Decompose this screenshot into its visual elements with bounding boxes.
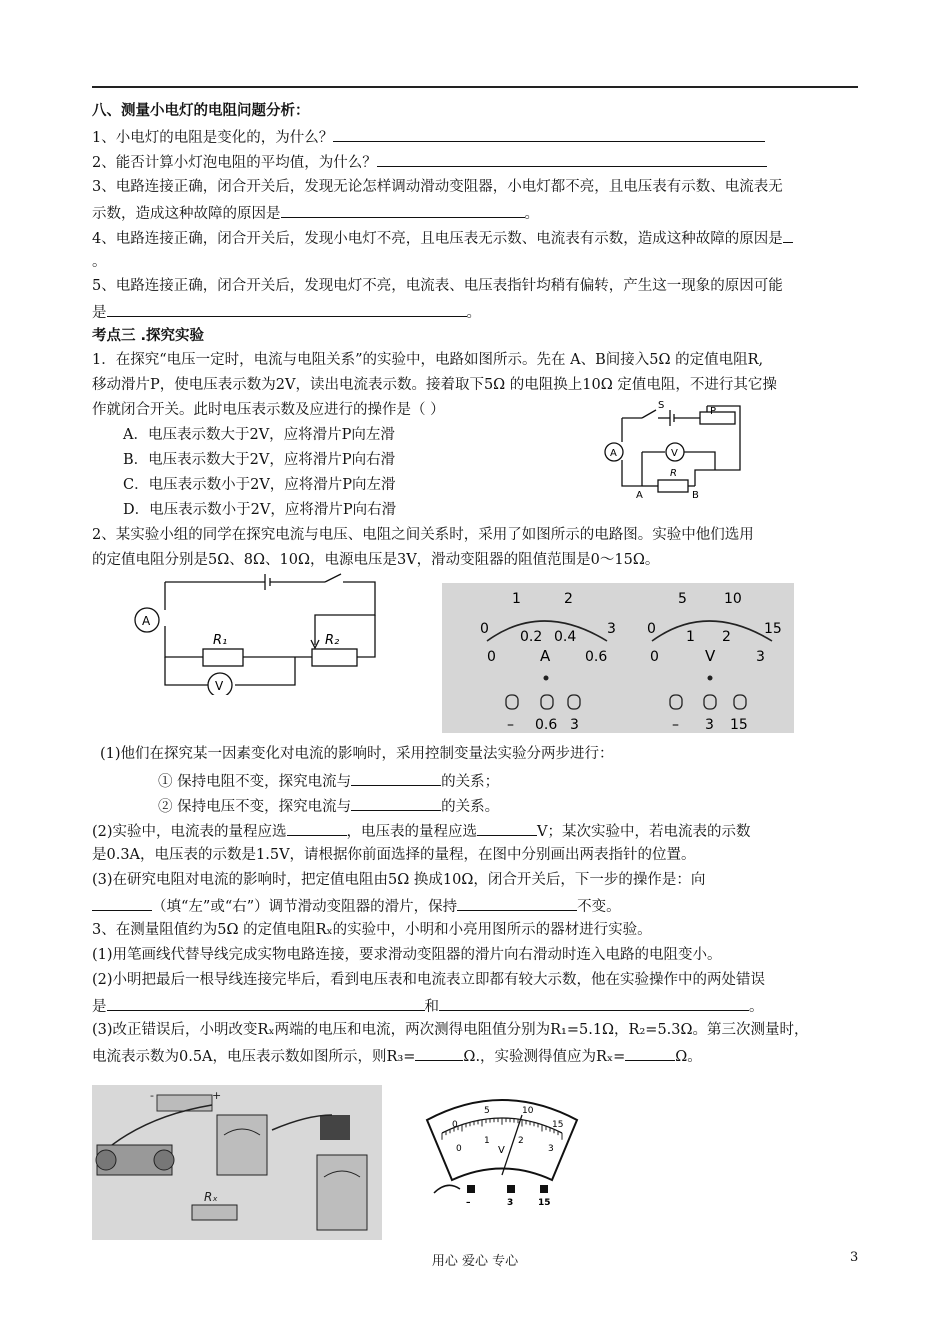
terminal-label: –	[672, 717, 679, 733]
scale-label: 2	[518, 1136, 524, 1146]
question-4-line2: 。	[92, 254, 107, 270]
resistor-label: R	[670, 468, 677, 479]
scale-label: 0.6	[585, 649, 608, 665]
task-2-line2: 是 和 。	[92, 995, 764, 1017]
scale-label: 10	[522, 1106, 534, 1116]
meter-faces	[442, 583, 794, 733]
answer-blank[interactable]	[351, 770, 441, 786]
scale-label: 15	[552, 1120, 564, 1130]
label-S: S	[658, 400, 665, 411]
answer-blank[interactable]	[333, 126, 765, 142]
terminal-label: 15	[730, 717, 748, 733]
voltmeter-unit: V	[705, 647, 716, 665]
footer-text: 用心 爱心 专心	[431, 1254, 519, 1269]
sub-question-2-line1: (2)实验中，电流表的量程应选 ，电压表的量程应选 V；某次实验中，若电流表的示数	[92, 820, 751, 842]
scale-label: 3	[548, 1144, 554, 1154]
terminal-label: 3	[507, 1198, 514, 1208]
task-3-line2: 电流表示数为0.5A，电压表示数如图所示，则R₃= Ω.，实验测得值应为Rₓ= Ω。	[92, 1045, 702, 1067]
terminal-label: 0.6	[535, 717, 558, 733]
answer-blank[interactable]	[415, 1045, 463, 1061]
svg-text:-: -	[150, 1089, 154, 1102]
sub-question-1: (1)他们在探究某一因素变化对电流的影响时，采用控制变量法实验分两步进行：	[100, 746, 614, 762]
problem-2-line1: 2、某实验小组的同学在探究电流与电压、电阻之间关系时，采用了如图所示的电路图。实验中他们选用	[92, 527, 754, 543]
scale-label: 3	[607, 621, 616, 637]
option-b[interactable]: B．电压表示数大于2V，应将滑片P向右滑	[123, 452, 396, 468]
answer-blank[interactable]	[477, 820, 537, 836]
answer-blank[interactable]	[457, 895, 577, 911]
answer-blank[interactable]	[783, 227, 793, 243]
question-5-line2: 是 。	[92, 301, 481, 323]
answer-blank[interactable]	[92, 895, 152, 911]
circuit-diagram-1	[600, 400, 745, 500]
scale-label: 2	[564, 591, 573, 607]
section-3-title: 考点三 .探究实验	[92, 328, 205, 344]
scale-label: 1	[686, 629, 695, 645]
problem-1-line1: 1．在探究“电压一定时，电流与电阻关系”的实验中，电路如图所示。先在 A、B间接入5Ω 的定值电阻R,	[92, 352, 764, 368]
terminal-label: 3	[570, 717, 579, 733]
scale-label: 5	[678, 591, 687, 607]
terminal-label: –	[507, 717, 514, 733]
answer-blank[interactable]	[439, 995, 749, 1011]
answer-blank[interactable]	[377, 151, 767, 167]
scale-label: 0	[647, 621, 656, 637]
problem-1-line3: 作就闭合开关。此时电压表示数及应进行的操作是（ ）	[92, 402, 445, 418]
option-c[interactable]: C．电压表示数小于2V，应将滑片P向左滑	[123, 477, 396, 493]
question-3-line2: 示数，造成这种故障的原因是 。	[92, 202, 539, 224]
ammeter-label: A	[610, 448, 617, 459]
scale-label: 0	[456, 1144, 462, 1154]
rx-label: Rₓ	[204, 1190, 218, 1204]
apparatus-photo	[92, 1085, 382, 1240]
problem-1-line2: 移动滑片P，使电压表示数为2V，读出电流表示数。接着取下5Ω 的电阻换上10Ω 定值电阻，不进行其它操	[92, 377, 777, 393]
answer-blank[interactable]	[351, 795, 441, 811]
scale-label: 0	[480, 621, 489, 637]
terminal-label: 3	[705, 717, 714, 733]
voltmeter-reading	[412, 1085, 592, 1210]
question-4-line1: 4、电路连接正确，闭合开关后，发现小电灯不亮，且电压表无示数、电流表有示数，造成这种故障的原因是	[92, 227, 793, 249]
option-a[interactable]: A．电压表示数大于2V，应将滑片P向左滑	[123, 427, 395, 443]
scale-label: 0	[452, 1120, 458, 1130]
scale-label: 0.4	[554, 629, 577, 645]
task-2-line1: (2)小明把最后一根导线连接完毕后，看到电压表和电流表立即都有较大示数，他在实验操作中的两处错误	[92, 972, 766, 988]
unit-label: V	[498, 1145, 505, 1156]
question-3-line1: 3、电路连接正确，闭合开关后，发现无论怎样调动滑动变阻器，小电灯都不亮，且电压表有示数、电流表无	[92, 179, 783, 195]
task-1: (1)用笔画线代替导线完成实物电路连接，要求滑动变阻器的滑片向右滑动时连入电路的电阻变小。	[92, 947, 722, 963]
section-8-title: 八、测量小电灯的电阻问题分析：	[92, 103, 310, 119]
scale-label: 2	[722, 629, 731, 645]
ammeter-unit: A	[540, 647, 551, 665]
scale-label: 0	[650, 649, 659, 665]
header-rule	[92, 86, 858, 88]
question-1: 1、小电灯的电阻是变化的，为什么？	[92, 126, 765, 148]
answer-blank[interactable]	[107, 995, 425, 1011]
task-3-line1: (3)改正错误后，小明改变Rₓ两端的电压和电流，两次测得电阻值分别为R₁=5.1Ω，R₂=5.3Ω。第三次测量时，	[92, 1022, 809, 1038]
voltmeter-label: V	[215, 679, 224, 693]
r2-label: R₂	[325, 633, 340, 648]
label-P: P	[710, 406, 717, 417]
ammeter-label: A	[142, 614, 151, 628]
page-number: 3	[850, 1250, 859, 1265]
svg-text:+: +	[212, 1089, 222, 1102]
scale-label: 5	[484, 1106, 490, 1116]
answer-blank[interactable]	[287, 820, 347, 836]
sub-question-1a: ① 保持电阻不变，探究电流与 的关系；	[158, 770, 499, 792]
answer-blank[interactable]	[281, 202, 525, 218]
node-b-label: B	[692, 490, 699, 500]
sub-question-3-line1: (3)在研究电阻对电流的影响时，把定值电阻由5Ω 换成10Ω，闭合开关后，下一步的操作是：向	[92, 872, 706, 888]
scale-label: 3	[756, 649, 765, 665]
answer-blank[interactable]	[625, 1045, 675, 1061]
voltmeter-label: V	[671, 448, 678, 459]
r1-label: R₁	[213, 633, 228, 648]
problem-2-line2: 的定值电阻分别是5Ω、8Ω、10Ω，电源电压是3V，滑动变阻器的阻值范围是0～15Ω。	[92, 552, 660, 568]
terminal-label: 15	[538, 1198, 551, 1208]
scale-label: 15	[764, 621, 782, 637]
answer-blank[interactable]	[107, 301, 467, 317]
terminal-label: –	[466, 1198, 471, 1208]
scale-label: 10	[724, 591, 742, 607]
option-d[interactable]: D．电压表示数小于2V，应将滑片P向右滑	[123, 502, 397, 518]
problem-3-line1: 3、在测量阻值约为5Ω 的定值电阻Rₓ的实验中，小明和小亮用图所示的器材进行实验。	[92, 922, 652, 938]
circuit-diagram-2	[125, 570, 395, 695]
question-2: 2、能否计算小灯泡电阻的平均值，为什么？	[92, 151, 767, 173]
sub-question-3-line2: （填“左”或“右”）调节滑动变阻器的滑片，保持 不变。	[92, 895, 621, 917]
question-5-line1: 5、电路连接正确，闭合开关后，发现电灯不亮，电流表、电压表指针均稍有偏转，产生这一现象的原因可能	[92, 278, 783, 294]
scale-label: 0	[487, 649, 496, 665]
scale-label: 1	[512, 591, 521, 607]
scale-label: 1	[484, 1136, 490, 1146]
node-a-label: A	[636, 490, 643, 500]
scale-label: 0.2	[520, 629, 543, 645]
sub-question-1b: ② 保持电压不变，探究电流与 的关系。	[158, 795, 499, 817]
sub-question-2-line2: 是0.3A，电压表的示数是1.5V，请根据你前面选择的量程，在图中分别画出两表指针的位置。	[92, 847, 696, 863]
